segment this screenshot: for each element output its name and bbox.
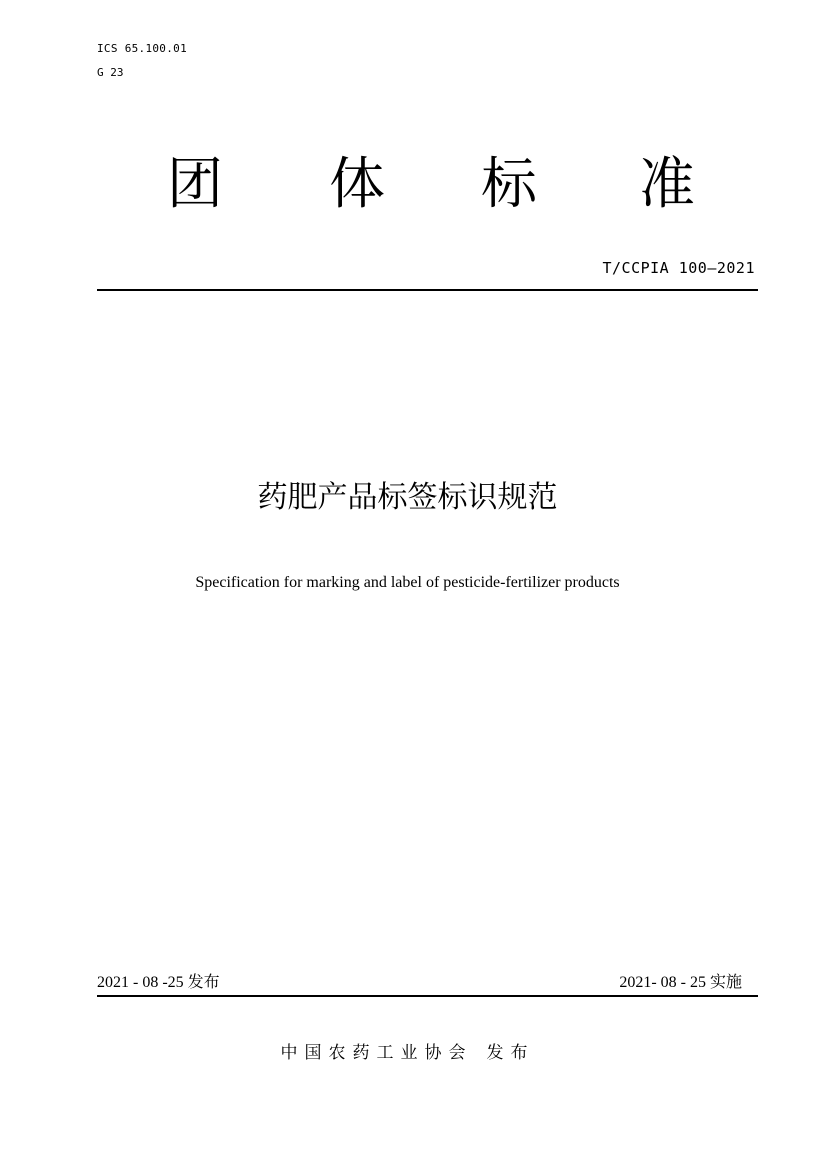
banner-char-3: 标 [481,152,537,217]
banner-char-4: 准 [639,152,695,217]
implementation-date: 2021- 08 - 25 实施 [619,974,742,991]
standard-number: T/CCPIA 100—2021 [602,259,755,277]
publisher-line [0,1042,815,1064]
document-title-english: Specification for marking and label of pesticide-fertilizer products [195,574,620,591]
document-title: 药肥产品标签标识规范 [257,480,558,515]
publish-action: 发布 [486,1043,535,1063]
banner-char-1: 团 [167,152,223,217]
issue-date: 2021 - 08 -25 发布 [97,974,220,991]
publisher-name: 中国农药工业协会 [280,1043,473,1063]
footer-divider [97,995,758,997]
header-divider [97,289,758,291]
ccs-code: G 23 [97,66,124,79]
ics-code: ICS 65.100.01 [97,42,187,55]
banner-char-2: 体 [329,152,385,217]
